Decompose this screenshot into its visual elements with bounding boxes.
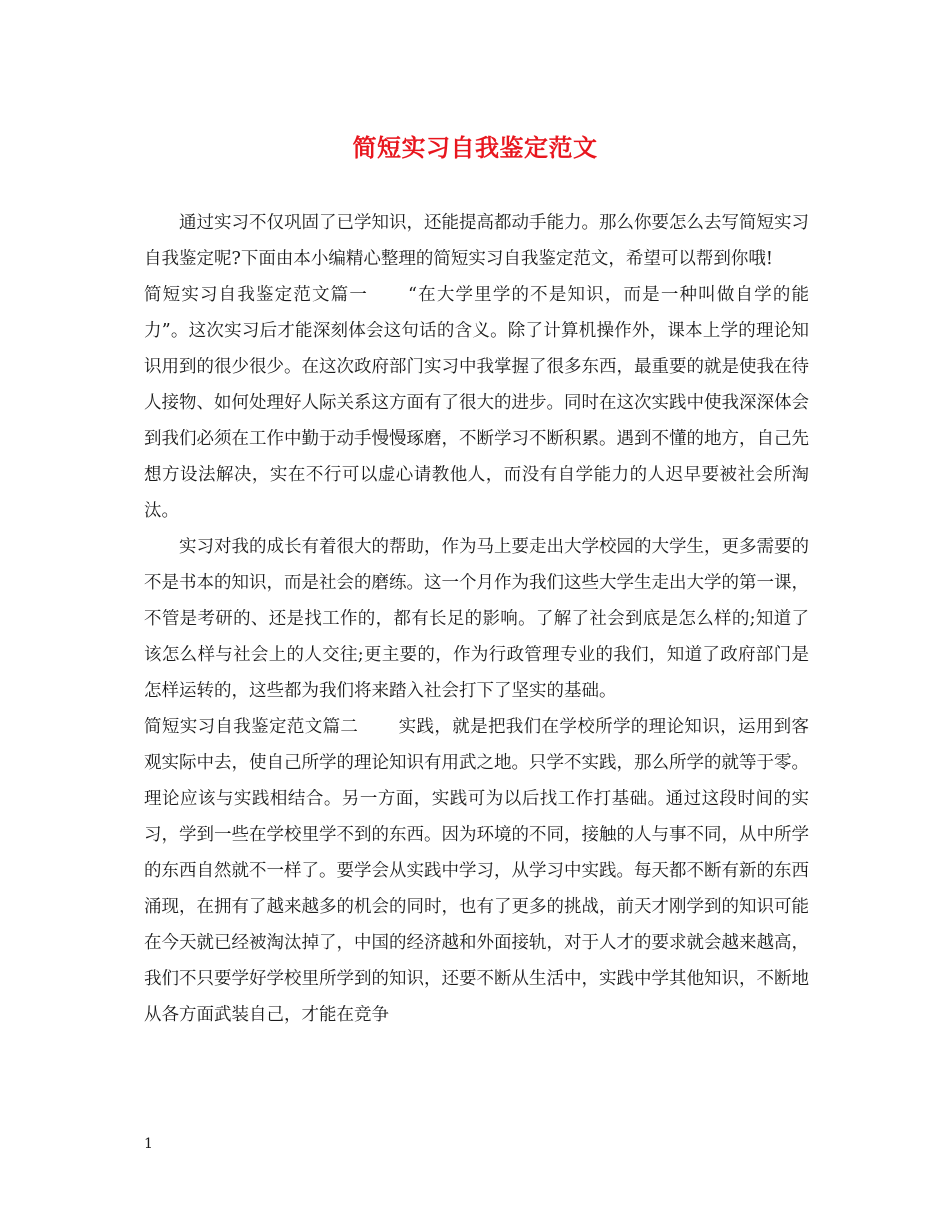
page-number: 1 xyxy=(144,1136,153,1152)
section2-paragraph1-text: 实践，就是把我们在学校所学的理论知识，运用到客观实际中去，使自己所学的理论知识有用武之地。只学不实践，那么所学的就等于零。理论应该与实践相结合。另一方面，实践可为以后找工作打基础。通过这段时间的实习，学到一些在学校里学不到的东西。因为环境的不同，接触的人与事不同，从中所学的东西自然就不一样了。要学会从实践中学习，从学习中实践。每天都不断有新的东西涌现，在拥有了越来越多的机会的同时，也有了更多的挑战，前天才刚学到的知识可能在今天就已经被淘汰掉了，中国的经济越和外面接轨，对于人才的要求就会越来越高，我们不只要学好学校里所学到的知识，还要不断从生活中，实践中学其他知识，不断地从各方面武装自己，才能在竞争 xyxy=(144,717,810,1025)
intro-paragraph: 通过实习不仅巩固了已学知识，还能提高都动手能力。那么你要怎么去写简短实习自我鉴定呢?下面由本小编精心整理的简短实习自我鉴定范文，希望可以帮到你哦! xyxy=(144,213,809,269)
section1-first-paragraph xyxy=(144,277,809,529)
section1-paragraph2: 实习对我的成长有着很大的帮助，作为马上要走出大学校园的大学生，更多需要的不是书本的知识，而是社会的磨练。这一个月作为我们这些大学生走出大学的第一课，不管是考研的、还是找工作的，都有长足的影响。了解了社会到底是怎么样的;知道了该怎么样与社会上的人交往;更主要的，作为行政管理专业的我们，知道了政府部门是怎样运转的，这些都为我们将来踏入社会打下了坚实的基础。 xyxy=(144,537,809,701)
section2-first-paragraph xyxy=(144,709,809,1033)
document-title: 简短实习自我鉴定范文 xyxy=(352,133,598,162)
document-body xyxy=(144,205,809,1033)
section2-heading: 简短实习自我鉴定范文篇二 xyxy=(144,717,359,737)
section1-paragraph1-text: “在大学里学的不是知识，而是一种叫做自学的能力”。这次实习后才能深刻体会这句话的含义。除了计算机操作外，课本上学的理论知识用到的很少很少。在这次政府部门实习中我掌握了很多东西，最重要的就是使我在待人接物、如何处理好人际关系这方面有了很大的进步。同时在这次实践中使我深深体会到我们必须在工作中勤于动手慢慢琢磨，不断学习不断积累。遇到不懂的地方，自己先想方设法解决，实在不行可以虚心请教他人，而没有自学能力的人迟早要被社会所淘汰。 xyxy=(144,285,810,521)
section1-heading: 简短实习自我鉴定范文篇一 xyxy=(144,285,369,305)
